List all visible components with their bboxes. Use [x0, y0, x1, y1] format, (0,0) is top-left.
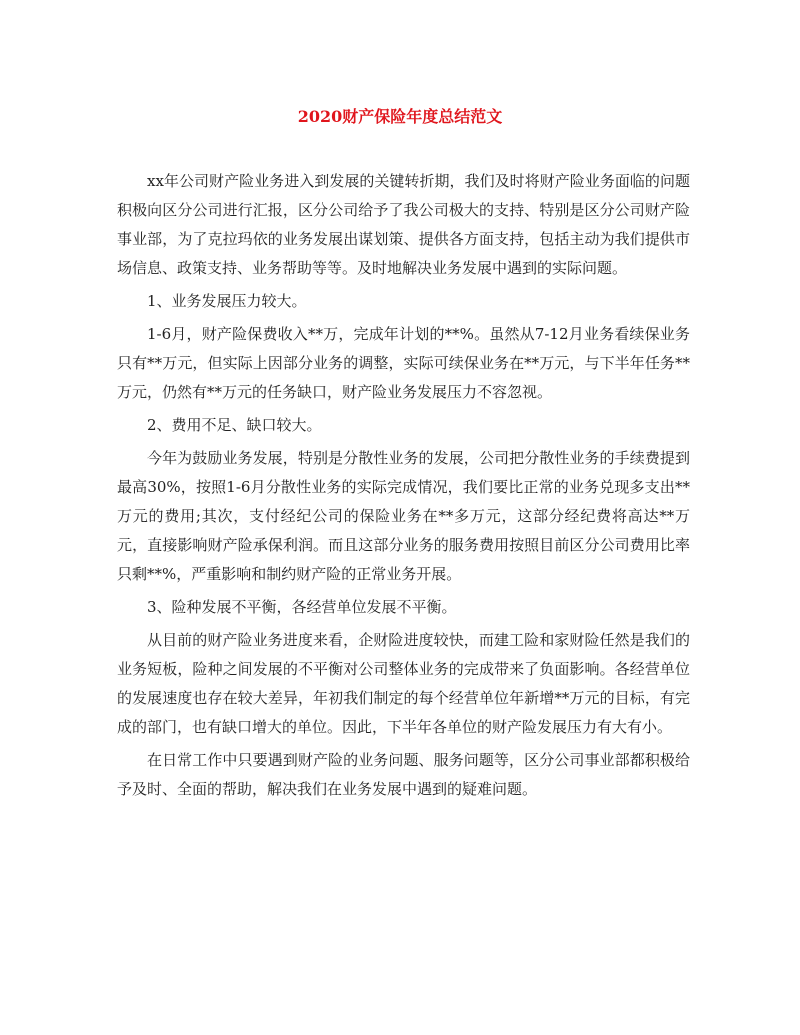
paragraph-1: 1-6月，财产险保费收入**万，完成年计划的**%。虽然从7-12月业务看续保业务只有**万元，但实际上因部分业务的调整，实际可续保业务在**万元，与下半年任务**万元，仍然有**万元的任务缺口，财产险业务发展压力不容忽视。	[117, 325, 690, 401]
paragraph-closing: 在日常工作中只要遇到财产险的业务问题、服务问题等，区分公司事业部都积极给予及时、全面的帮助，解决我们在业务发展中遇到的疑难问题。	[117, 751, 690, 798]
paragraph-3: 从目前的财产险业务进度来看，企财险进度较快，而建工险和家财险任然是我们的业务短板，险种之间发展的不平衡对公司整体业务的完成带来了负面影响。各经营单位的发展速度也存在较大差异，年初我们制定的每个经营单位年新增**万元的目标，有完成的部门，也有缺口增大的单位。因此，下半年各单位的财产险发展压力有大有小。	[117, 631, 690, 736]
section-heading-3: 3、险种发展不平衡，各经营单位发展不平衡。	[147, 598, 457, 616]
document-body	[117, 167, 690, 808]
document-title: 2020财产保险年度总结范文	[297, 107, 503, 126]
section-heading-1: 1、业务发展压力较大。	[147, 292, 307, 310]
section-heading-2: 2、费用不足、缺口较大。	[147, 416, 322, 434]
paragraph-2: 今年为鼓励业务发展，特别是分散性业务的发展，公司把分散性业务的手续费提到最高30%，按照1-6月分散性业务的实际完成情况，我们要比正常的业务兑现多支出**万元的费用;其次，支付经纪公司的保险业务在**多万元，这部分经纪费将高达**万元，直接影响财产险承保利润。而且这部分业务的服务费用按照目前区分公司费用比率只剩**%，严重影响和制约财产险的正常业务开展。	[117, 449, 690, 583]
paragraph-intro: xx年公司财产险业务进入到发展的关键转折期，我们及时将财产险业务面临的问题积极向区分公司进行汇报，区分公司给予了我公司极大的支持、特别是区分公司财产险事业部，为了克拉玛依的业务发展出谋划策、提供各方面支持，包括主动为我们提供市场信息、政策支持、业务帮助等等。及时地解决业务发展中遇到的实际问题。	[117, 172, 690, 277]
